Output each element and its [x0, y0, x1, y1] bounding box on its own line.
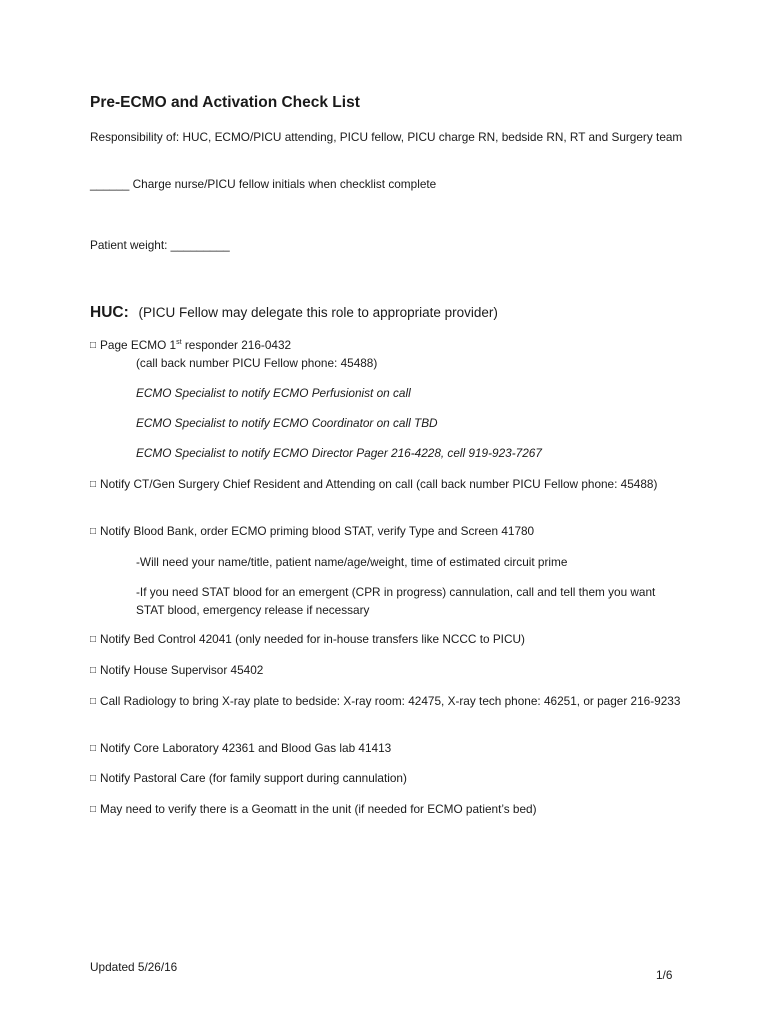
checklist-item-notify-surgery [90, 475, 690, 495]
responsibility-text: Responsibility of: HUC, ECMO/PICU attending, PICU fellow, PICU charge RN, bedside RN, RT and Surgery team [90, 130, 683, 144]
superscript-st: st [176, 339, 182, 347]
notify-surgery-text: Notify CT/Gen Surgery Chief Resident and Attending on call (call back number PICU Fellow phone: 45488) [100, 477, 658, 491]
checkbox-icon[interactable]: □ [90, 743, 97, 754]
checklist-item-pastoral [90, 769, 407, 789]
huc-label: HUC: [90, 304, 129, 321]
geomatt-text: May need to verify there is a Geomatt in the unit (if needed for ECMO patient’s bed) [100, 802, 537, 816]
checkbox-icon[interactable]: □ [90, 479, 97, 490]
document-title: Pre-ECMO and Activation Check List [90, 94, 360, 111]
page-number: 1/6 [656, 968, 673, 982]
callback-number: (call back number PICU Fellow phone: 45488) [136, 356, 378, 370]
huc-note: (PICU Fellow may delegate this role to appropriate provider) [138, 305, 498, 320]
checkbox-icon[interactable]: □ [90, 773, 97, 784]
huc-section-heading [90, 304, 498, 322]
checklist-item-page-ecmo [90, 336, 291, 356]
initials-line: ______ Charge nurse/PICU fellow initials when checklist complete [90, 177, 437, 191]
radiology-text: Call Radiology to bring X-ray plate to bedside: X-ray room: 42475, X-ray tech phone: 46251, or pager 216-9233 [100, 694, 681, 708]
checklist-item-blood-bank [90, 522, 534, 542]
updated-date: Updated 5/26/16 [90, 960, 178, 974]
blood-bank-note-2: -If you need STAT blood for an emergent (CPR in progress) cannulation, call and tell them you want STAT blood, emergency release if necessary [136, 585, 656, 617]
checklist-item-geomatt [90, 800, 537, 820]
pastoral-text: Notify Pastoral Care (for family support during cannulation) [100, 771, 407, 785]
blood-bank-note-1: -Will need your name/title, patient name/age/weight, time of estimated circuit prime [136, 555, 568, 569]
checklist-item-core-lab [90, 739, 391, 759]
core-lab-text: Notify Core Laboratory 42361 and Blood Gas lab 41413 [100, 741, 392, 755]
blood-bank-text: Notify Blood Bank, order ECMO priming blood STAT, verify Type and Screen 41780 [100, 524, 535, 538]
page-ecmo-text: Page ECMO 1 [100, 338, 177, 352]
checkbox-icon[interactable]: □ [90, 634, 97, 645]
checkbox-icon[interactable]: □ [90, 340, 97, 351]
specialist-director: ECMO Specialist to notify ECMO Director Pager 216-4228, cell 919-923-7267 [136, 446, 542, 460]
house-supervisor-text: Notify House Supervisor 45402 [100, 663, 264, 677]
bed-control-text: Notify Bed Control 42041 (only needed for in-house transfers like NCCC to PICU) [100, 632, 525, 646]
patient-weight-field: Patient weight: _________ [90, 238, 230, 252]
checkbox-icon[interactable]: □ [90, 526, 97, 537]
checklist-item-radiology [90, 692, 690, 712]
checkbox-icon[interactable]: □ [90, 696, 97, 707]
checkbox-icon[interactable]: □ [90, 804, 97, 815]
checkbox-icon[interactable]: □ [90, 665, 97, 676]
specialist-coordinator: ECMO Specialist to notify ECMO Coordinator on call TBD [136, 416, 438, 430]
page-ecmo-text-rest: responder 216-0432 [181, 338, 292, 352]
specialist-perfusionist: ECMO Specialist to notify ECMO Perfusionist on call [136, 386, 411, 400]
checklist-item-house-supervisor [90, 661, 263, 681]
checklist-item-bed-control [90, 630, 525, 650]
